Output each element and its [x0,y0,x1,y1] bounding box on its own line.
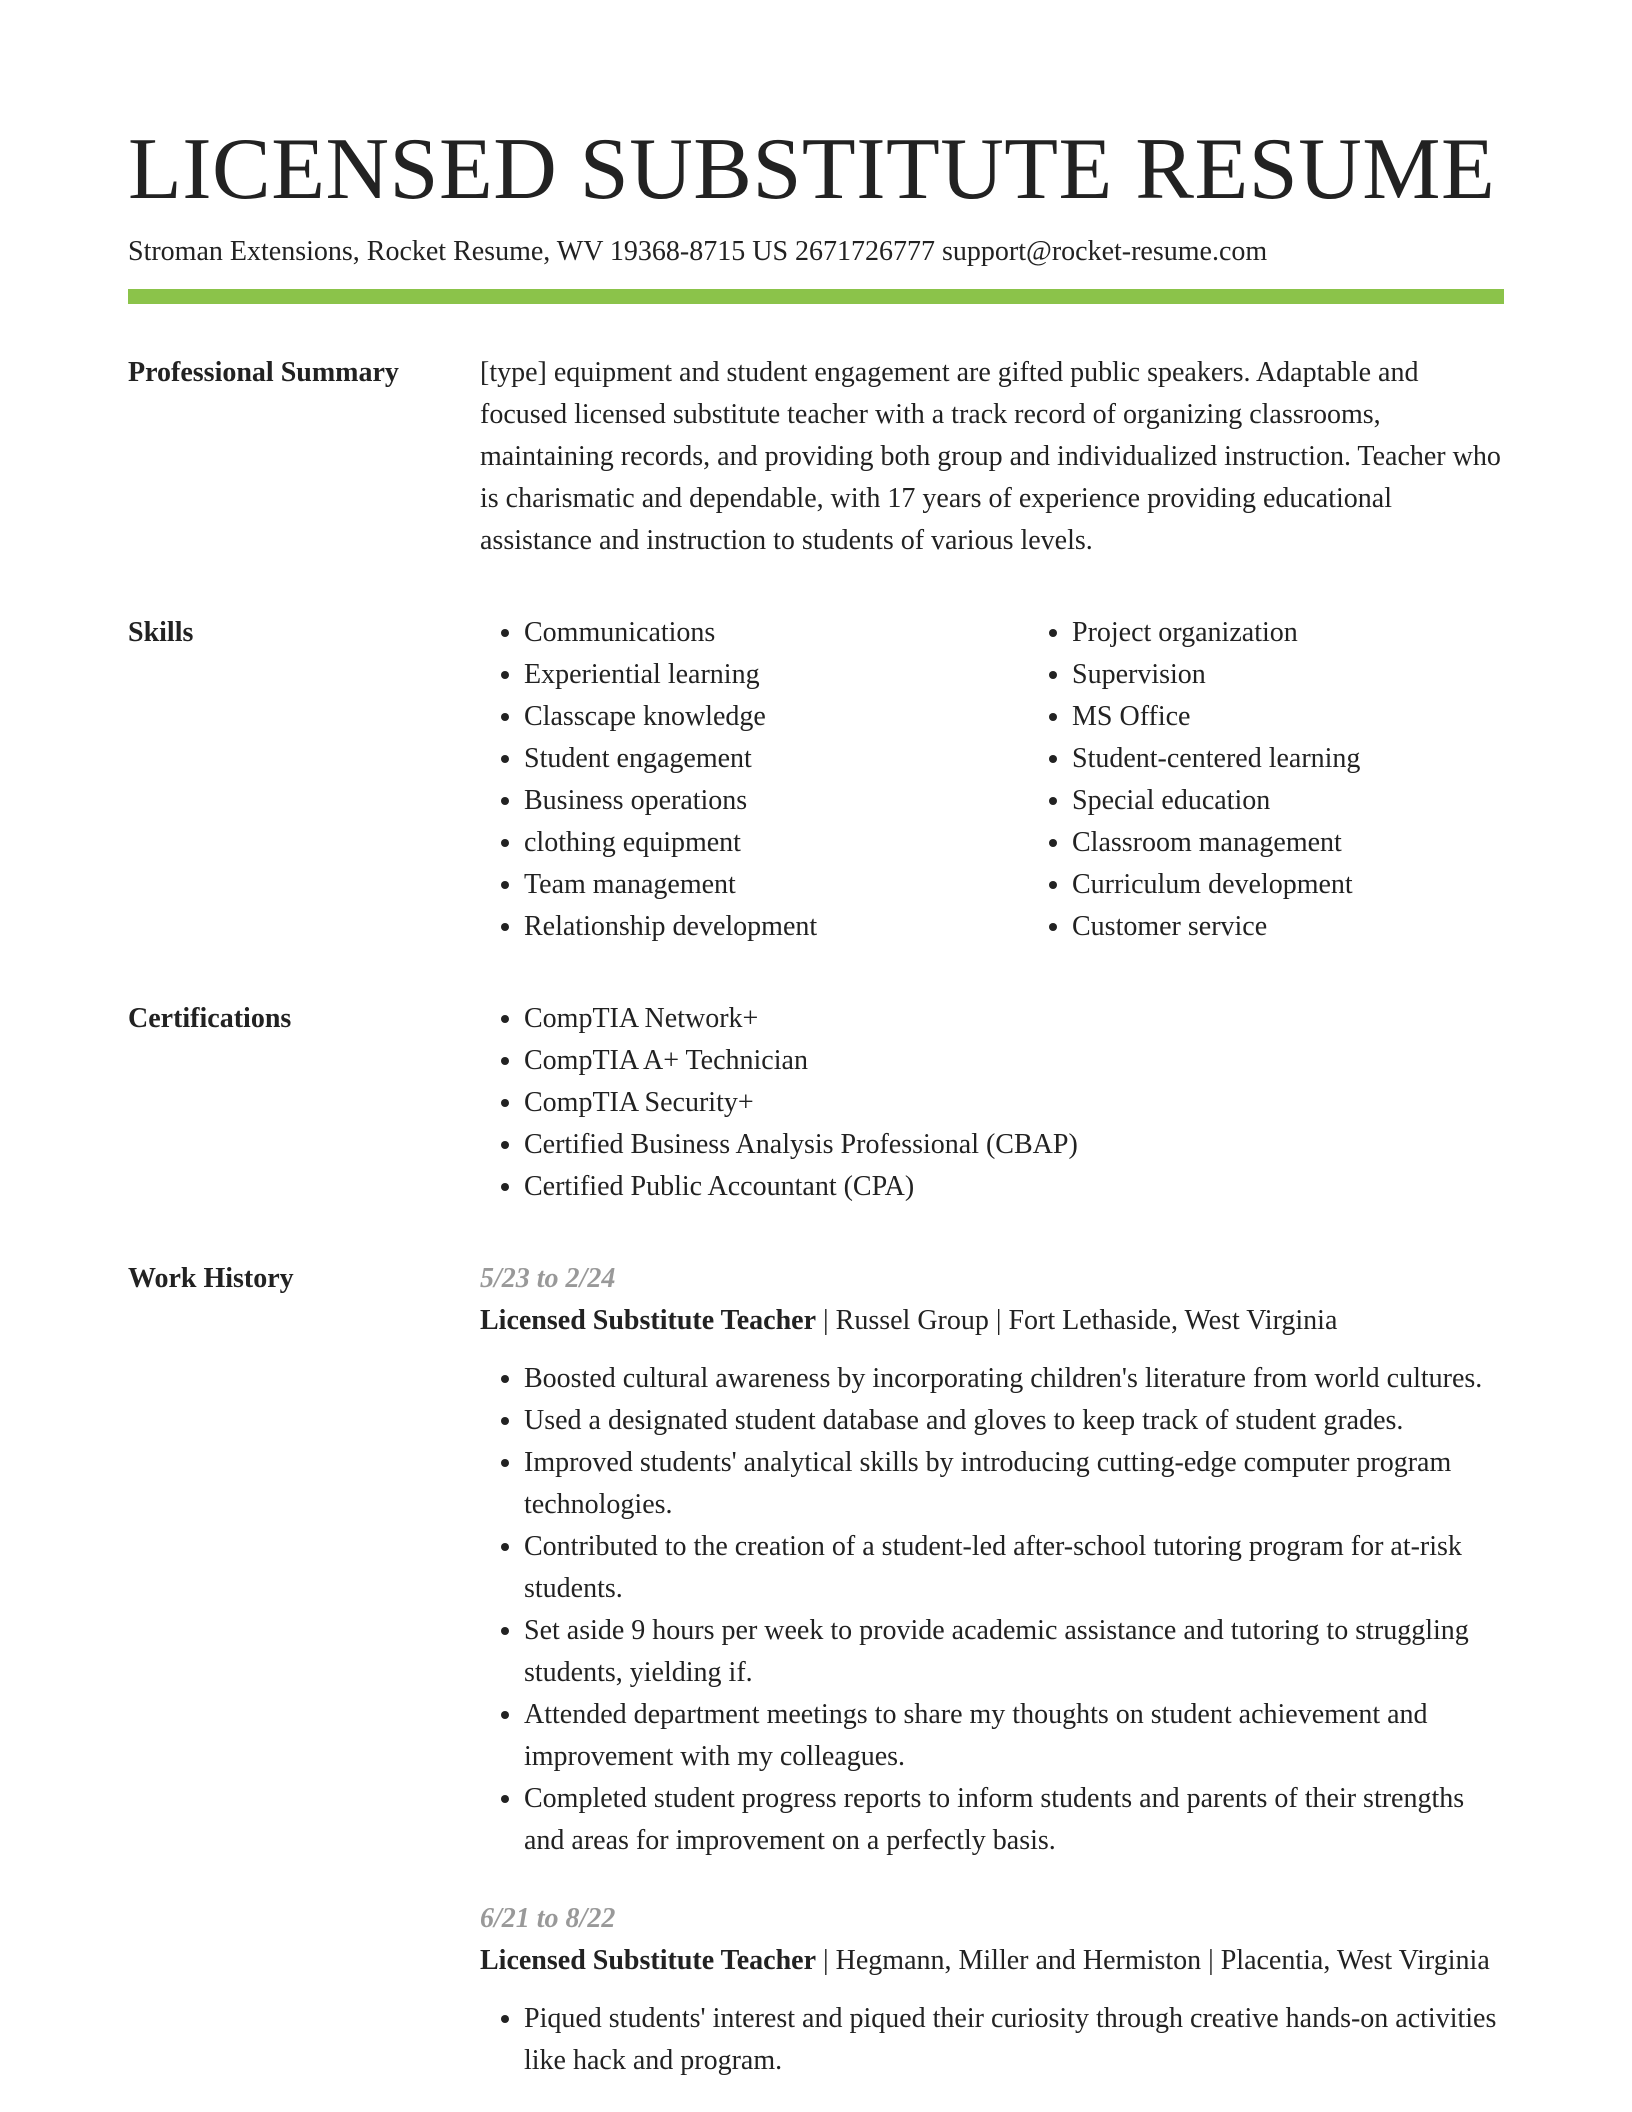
summary-text: [type] equipment and student engagement are gifted public speakers. Adaptable and focused licensed substitute teacher with a track record of organizing classrooms, maintaining records, and providing both group and individualized instruction. Teacher who is charismatic and dependable, with 17 years of experience providing educational assistance and instruction to students of various levels. [480,357,1501,556]
skill-item: • Business operations [524,780,1028,822]
skill-item: • Customer service [1072,906,1576,948]
job-company-location: | Hegmann, Miller and Hermiston | Placentia, West Virginia [816,1945,1490,1976]
skill-item: • MS Office [1072,696,1576,738]
skill-item: • Experiential learning [524,654,1028,696]
page-title: LICENSED SUBSTITUTE RESUME [128,121,1496,218]
resume-page [128,118,1504,2082]
job-dates: 5/23 to 2/24 [480,1263,616,1294]
job-bullet: • Contributed to the creation of a student-led after-school tutoring program for at-risk students. [524,1526,1504,1610]
skills-section [128,612,1504,948]
skill-item: • Student engagement [524,738,1028,780]
skill-item: • Team management [524,864,1028,906]
skill-item: • Classroom management [1072,822,1576,864]
job-bullet: • Improved students' analytical skills by introducing cutting-edge computer program technologies. [524,1442,1504,1526]
certification-item: • CompTIA Network+ [524,998,1504,1040]
jobs-container [480,1258,1504,2082]
certifications-section [128,998,1504,1208]
certification-item: • CompTIA A+ Technician [524,1040,1504,1082]
work-history-heading: Work History [128,1263,294,1294]
job-bullets [480,1998,1504,2082]
skill-item: • Project organization [1072,612,1576,654]
skills-list-left [480,612,1028,948]
job-bullets [480,1358,1504,1862]
skill-item: • Special education [1072,780,1576,822]
job-entry [480,1898,1504,2082]
certification-item: • Certified Business Analysis Professional (CBAP) [524,1124,1504,1166]
skill-item: • Relationship development [524,906,1028,948]
job-bullet: • Set aside 9 hours per week to provide academic assistance and tutoring to struggling students, yielding if. [524,1610,1504,1694]
job-bullet: • Piqued students' interest and piqued their curiosity through creative hands-on activities like hack and program. [524,1998,1504,2082]
certification-item: • CompTIA Security+ [524,1082,1504,1124]
job-dates: 6/21 to 8/22 [480,1903,616,1934]
contact-line: Stroman Extensions, Rocket Resume, WV 19368-8715 US 2671726777 support@rocket-resume.com [128,236,1268,267]
job-title: Licensed Substitute Teacher [480,1305,817,1336]
skills-heading: Skills [128,617,194,648]
job-entry [480,1258,1504,1862]
skill-item: • Classcape knowledge [524,696,1028,738]
job-bullet: • Boosted cultural awareness by incorporating children's literature from world cultures. [524,1358,1504,1400]
job-heading [480,1940,1504,1982]
job-title: Licensed Substitute Teacher [480,1945,817,1976]
job-company-location: | Russel Group | Fort Lethaside, West Virginia [816,1305,1338,1336]
summary-heading: Professional Summary [128,357,399,388]
work-history-section [128,1258,1504,2082]
skill-item: • Curriculum development [1072,864,1576,906]
certifications-list [480,998,1504,1208]
skills-list-right [1028,612,1576,948]
skill-item: • Student-centered learning [1072,738,1576,780]
skill-item: • Communications [524,612,1028,654]
job-heading [480,1300,1504,1342]
job-bullet: • Completed student progress reports to inform students and parents of their strengths and areas for improvement on a perfectly basis. [524,1778,1504,1862]
accent-divider [128,289,1504,304]
skills-columns [480,612,1576,948]
job-bullet: • Used a designated student database and gloves to keep track of student grades. [524,1400,1504,1442]
certification-item: • Certified Public Accountant (CPA) [524,1166,1504,1208]
summary-section [128,352,1504,562]
skill-item: • Supervision [1072,654,1576,696]
certifications-heading: Certifications [128,1003,292,1034]
job-bullet: • Attended department meetings to share my thoughts on student achievement and improvement with my colleagues. [524,1694,1504,1778]
skill-item: • clothing equipment [524,822,1028,864]
